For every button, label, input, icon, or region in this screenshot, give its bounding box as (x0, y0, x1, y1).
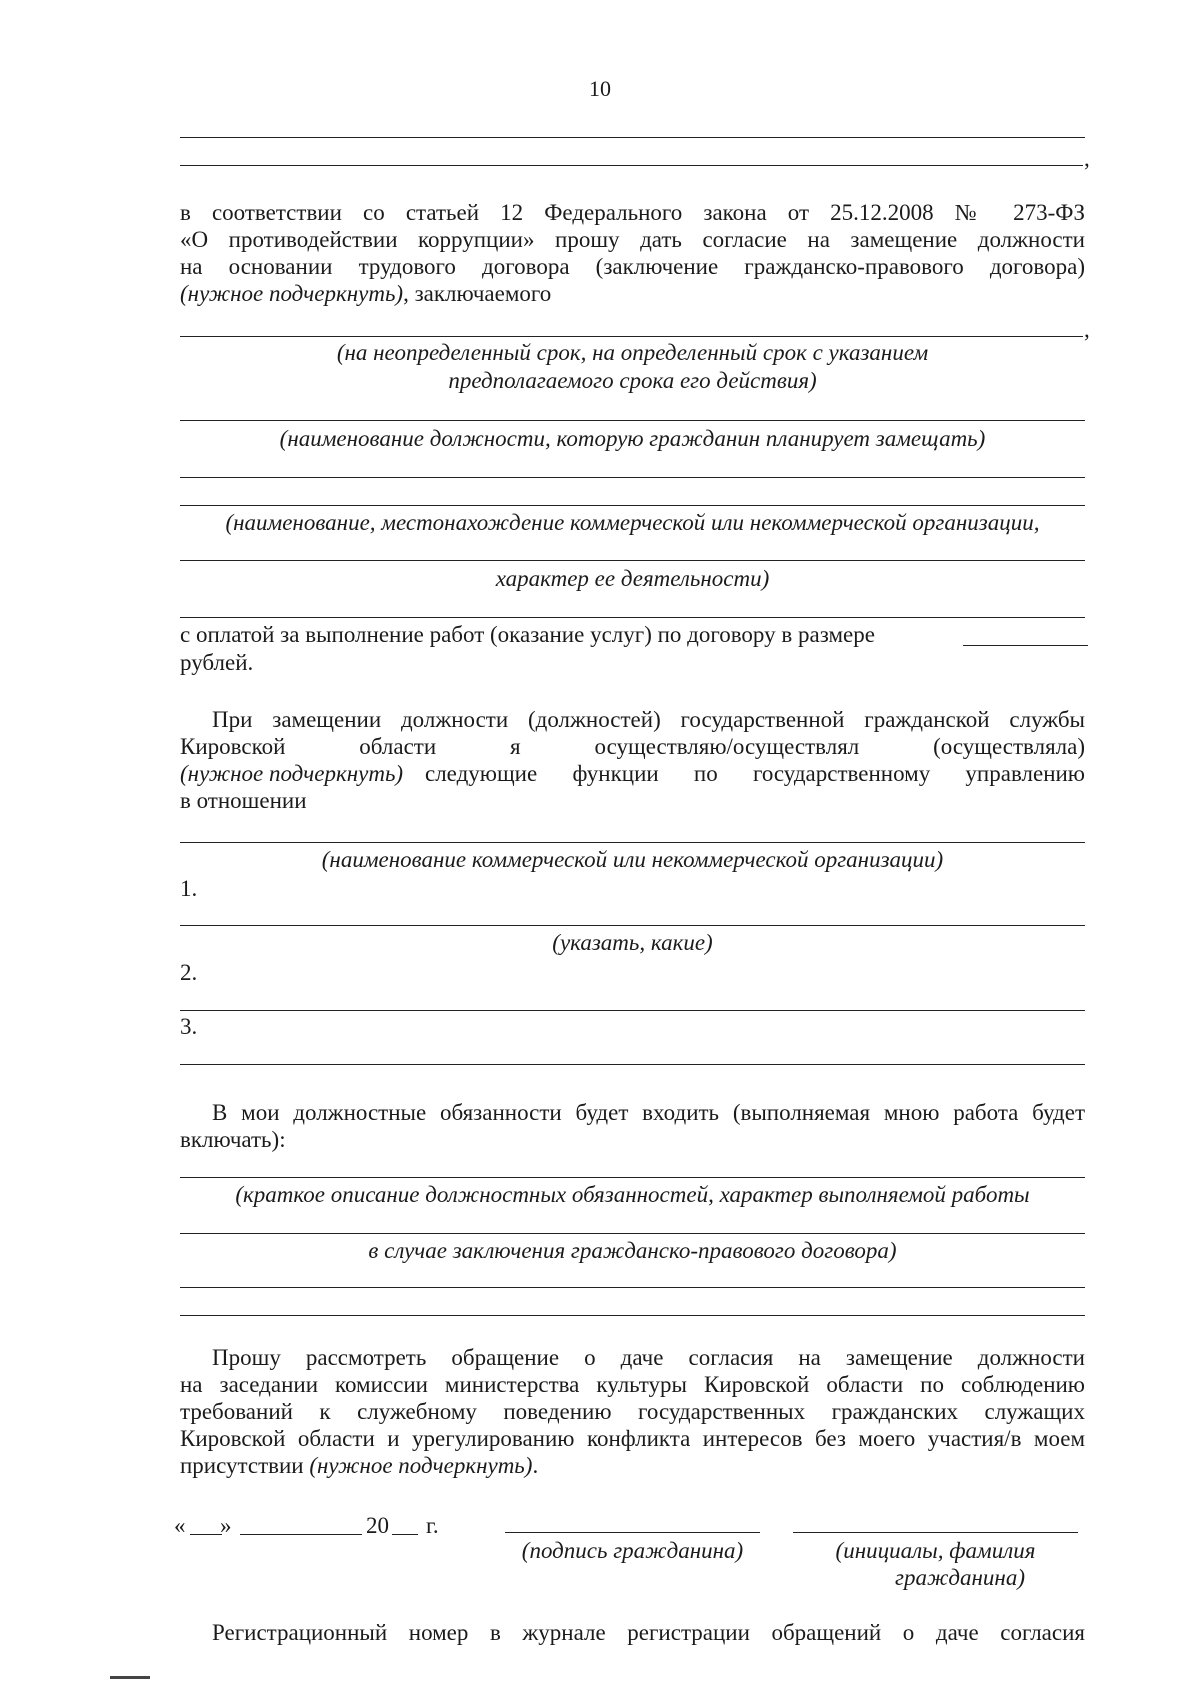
blank-line-header-2 (180, 165, 1083, 166)
date-year-suffix: г. (426, 1513, 439, 1538)
request-line-5-text: присутствии (180, 1453, 310, 1478)
hint-duties-1: (краткое описание должностных обязанностей, характер выполняемой работы (235, 1182, 1030, 1207)
hint-term-1: (на неопределенный срок, на определенный срок с указанием (336, 340, 929, 365)
date-year-prefix: 20 (366, 1513, 389, 1538)
functions-line-4: в отношении (180, 788, 307, 813)
blank-line-item-2 (180, 1010, 1085, 1011)
duties-line-1: В мои должностные обязанности будет входить (выполняемая мною работа будет (212, 1100, 1085, 1125)
hint-term-2: предполагаемого срока его действия) (448, 368, 817, 393)
item-number-1: 1. (180, 876, 198, 901)
date-open-quote: « (174, 1513, 186, 1538)
request-line-5-end: . (532, 1453, 539, 1478)
hint-position: (наименование должности, которую гражданин планирует замещать) (279, 426, 986, 451)
hint-initials-1: (инициалы, фамилия (835, 1538, 1036, 1563)
functions-word: области (359, 734, 437, 759)
functions-line-3-rest: следующие функции по государственному управлению (425, 761, 1085, 786)
underline-hint: (нужное подчеркнуть) (180, 281, 404, 306)
blank-line-duties-3 (180, 1287, 1085, 1288)
blank-line-org-name (180, 842, 1085, 843)
blank-line-org-4 (180, 617, 1085, 618)
blank-line-position (180, 420, 1085, 421)
intro-line-2: «О противодействии коррупции» прошу дать согласие на замещение должности (180, 227, 1085, 252)
blank-line-payment (963, 645, 1088, 646)
request-line-1: Прошу рассмотреть обращение о даче согласия на замещение должности (212, 1345, 1085, 1370)
item-number-2: 2. (180, 960, 198, 985)
hint-initials-2: гражданина) (895, 1565, 1025, 1590)
hint-org-name: (наименование коммерческой или некоммерческой организации) (321, 847, 944, 872)
date-day-blank (190, 1534, 222, 1535)
blank-line-duties-1 (180, 1177, 1085, 1178)
page-number: 10 (589, 76, 611, 101)
intro-line-4-rest: , заключаемого (403, 281, 552, 306)
hint-duties-2: в случае заключения гражданско-правового договора) (368, 1238, 897, 1263)
blank-line-term (180, 336, 1083, 337)
intro-line-1: в соответствии со статьей 12 Федерального закона от 25.12.2008 № 273-ФЗ (180, 200, 1085, 225)
blank-line-duties-2 (180, 1233, 1085, 1234)
intro-line-4 (180, 279, 551, 309)
initials-blank (793, 1532, 1078, 1533)
functions-word: я (510, 734, 521, 759)
blank-line-org-2 (180, 505, 1085, 506)
item-number-3: 3. (180, 1014, 198, 1039)
functions-line-3 (180, 759, 1085, 789)
blank-line-duties-4 (180, 1315, 1085, 1316)
functions-line-2 (180, 732, 1085, 762)
line-end-comma: , (1084, 317, 1090, 342)
date-close-quote: » (220, 1513, 232, 1538)
underline-hint: (нужное подчеркнуть) (180, 761, 404, 786)
hint-org-2: характер ее деятельности) (495, 566, 770, 591)
functions-word: осуществляю/осуществлял (594, 734, 860, 759)
payment-line-1: с оплатой за выполнение работ (оказание услуг) по договору в размере (180, 622, 875, 647)
functions-word: Кировской (180, 734, 286, 759)
date-year-blank (392, 1534, 418, 1535)
scan-mark (110, 1676, 150, 1679)
line-end-comma: , (1084, 146, 1090, 171)
duties-line-2: включать): (180, 1127, 286, 1152)
payment-line-2: рублей. (180, 650, 254, 675)
blank-line-header-1 (180, 137, 1085, 138)
functions-line-1: При замещении должности (должностей) государственной гражданской службы (212, 707, 1085, 732)
hint-which: (указать, какие) (552, 930, 713, 955)
date-month-blank (240, 1534, 362, 1535)
request-line-5 (180, 1451, 538, 1481)
signature-blank (505, 1532, 760, 1533)
functions-word: (осуществляла) (933, 734, 1085, 759)
blank-line-org-1 (180, 477, 1085, 478)
request-line-2: на заседании комиссии министерства культуры Кировской области по соблюдению (180, 1372, 1085, 1397)
request-line-4: Кировской области и урегулированию конфликта интересов без моего участия/в моем (180, 1426, 1085, 1451)
hint-org-1: (наименование, местонахождение коммерческой или некоммерческой организации, (225, 510, 1040, 535)
intro-line-3: на основании трудового договора (заключение гражданско-правового договора) (180, 254, 1085, 279)
blank-line-org-3 (180, 560, 1085, 561)
blank-line-item-3 (180, 1064, 1085, 1065)
registration-line: Регистрационный номер в журнале регистрации обращений о даче согласия (212, 1620, 1085, 1645)
request-line-3: требований к служебному поведению государственных гражданских служащих (180, 1399, 1085, 1424)
blank-line-item-1 (180, 925, 1085, 926)
underline-hint: (нужное подчеркнуть) (309, 1453, 533, 1478)
hint-signature: (подпись гражданина) (521, 1538, 744, 1563)
